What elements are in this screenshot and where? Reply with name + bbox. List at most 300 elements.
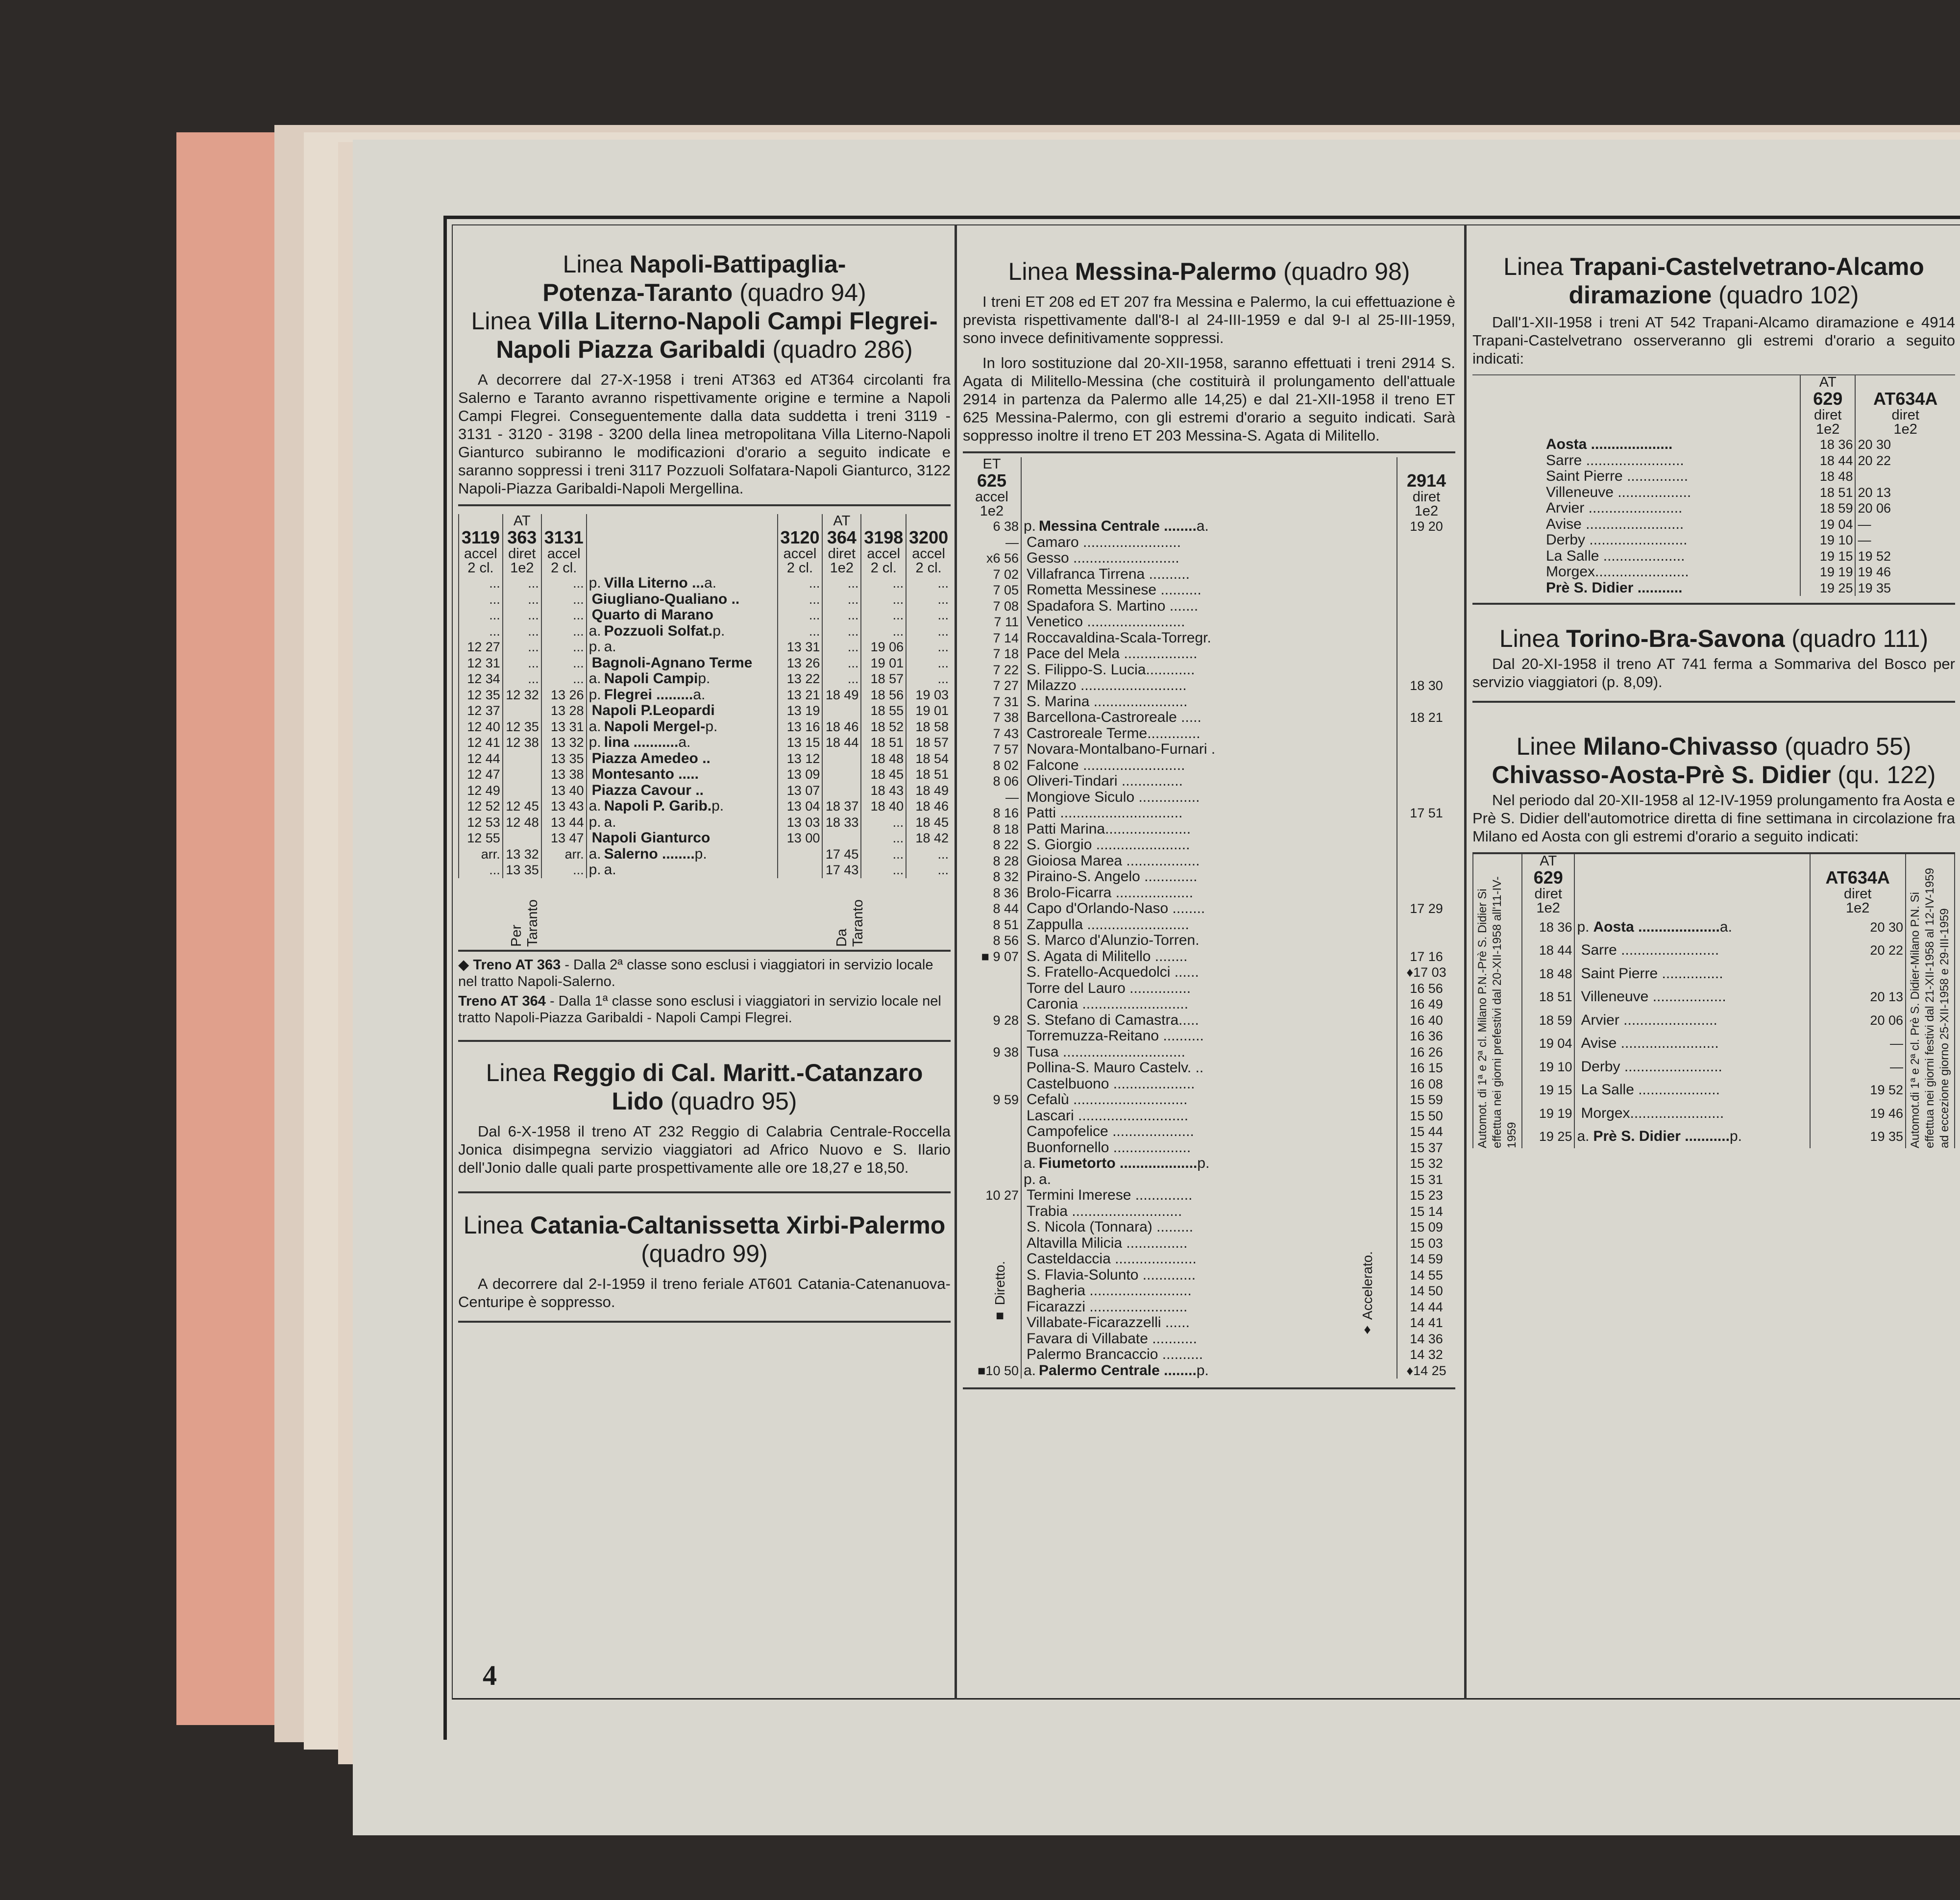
station-name — [587, 814, 778, 831]
time-cell: ... — [861, 623, 906, 640]
station-label: Buonfornello ................... — [1027, 1139, 1191, 1156]
train-header — [1522, 854, 1574, 915]
station-name — [1021, 837, 1397, 853]
station-label: S. Marina ....................... — [1027, 693, 1188, 710]
section-title — [963, 257, 1455, 286]
time-cell — [1397, 694, 1455, 710]
time-cell — [963, 1204, 1021, 1220]
time-cell — [963, 1172, 1021, 1188]
station-name — [1021, 518, 1397, 535]
train-header — [459, 514, 503, 575]
time-cell: 18 45 — [906, 814, 951, 831]
time-cell: 13 38 — [541, 766, 587, 783]
time-cell: 13 35 — [541, 751, 587, 767]
table-row — [1472, 437, 1955, 453]
direction-label: Per Taranto — [509, 899, 540, 947]
arr-dep-marker: p. — [694, 845, 707, 862]
time-cell: 8 06 — [993, 774, 1019, 789]
table-row — [963, 885, 1455, 901]
arr-dep-marker: p. — [1196, 1362, 1209, 1379]
table-row — [963, 1315, 1455, 1331]
time-cell: 17 43 — [822, 862, 861, 878]
station-name — [1021, 1172, 1397, 1188]
direction-label: Da Taranto — [834, 899, 866, 947]
time-cell — [1397, 662, 1455, 678]
table-row — [1522, 986, 1905, 1009]
table-row — [1472, 453, 1955, 469]
station-name — [1021, 694, 1397, 710]
time-cell: 12 27 — [459, 639, 503, 655]
station-label: Spadafora S. Martino ....... — [1027, 597, 1199, 614]
table-row — [963, 981, 1455, 997]
footnote-text: - Dalla 2ª classe sono esclusi i viaggiatori in servizio locale nel tratto Napoli-Salerno. — [458, 957, 933, 989]
station-name — [1472, 564, 1800, 580]
time-cell: 13 03 — [778, 814, 823, 831]
station-name — [1574, 939, 1810, 962]
table-row — [963, 1331, 1455, 1347]
time-cell: 18 30 — [1397, 678, 1455, 694]
time-cell: 7 02 — [993, 567, 1019, 582]
time-cell — [963, 1108, 1021, 1124]
time-cell: ■ 9 07 — [981, 949, 1019, 964]
title-suffix: (quadro 94) — [733, 279, 866, 306]
time-cell: 20 22 — [1810, 939, 1906, 962]
station-name — [1021, 805, 1397, 821]
table-row — [459, 703, 951, 719]
station-name — [1021, 773, 1397, 790]
table-row — [963, 726, 1455, 742]
station-name — [1021, 535, 1397, 551]
time-cell: ... — [541, 862, 587, 878]
train-type: diret — [1534, 886, 1562, 902]
title-suffix: (quadro 286) — [765, 336, 913, 363]
section-title — [458, 307, 951, 364]
section-title — [1472, 732, 1955, 789]
time-cell: 18 49 — [822, 687, 861, 703]
footnote-train: Treno AT 364 — [458, 993, 546, 1009]
time-cell: ... — [822, 655, 861, 671]
station-name — [1021, 582, 1397, 598]
station-label: Morgex....................... — [1546, 564, 1689, 580]
time-cell: 13 12 — [778, 751, 823, 767]
time-cell: 7 43 — [993, 726, 1019, 741]
arr-dep-marker: a. — [588, 845, 601, 862]
time-cell: arr. — [541, 846, 587, 863]
table-row — [963, 758, 1455, 774]
time-cell: 19 03 — [906, 687, 951, 703]
time-cell — [963, 1060, 1021, 1076]
station-name — [1472, 532, 1800, 548]
station-name — [1021, 678, 1397, 694]
time-cell: ... — [541, 607, 587, 623]
time-cell: 14 55 — [1397, 1267, 1455, 1283]
time-cell: ... — [906, 623, 951, 640]
page-number: 4 — [483, 1659, 497, 1691]
time-cell: ... — [861, 592, 906, 608]
station-name — [1021, 1156, 1397, 1172]
time-cell: 18 49 — [906, 783, 951, 799]
time-cell: 19 25 — [1522, 1125, 1574, 1149]
time-cell: 18 54 — [906, 751, 951, 767]
time-cell: 14 32 — [1397, 1347, 1455, 1363]
time-cell: 14 41 — [1397, 1315, 1455, 1331]
station-label: Favara di Villabate ........... — [1027, 1330, 1197, 1347]
time-cell: ... — [906, 607, 951, 623]
section-title — [1472, 624, 1955, 653]
title-line: Messina-Palermo — [1075, 258, 1277, 285]
station-name — [1472, 485, 1800, 501]
table-row — [459, 592, 951, 608]
time-cell: ... — [503, 592, 541, 608]
table-row — [1522, 939, 1905, 962]
station-name — [1021, 933, 1397, 949]
train-class: 2 cl. — [786, 560, 813, 576]
table-row — [459, 607, 951, 623]
notice-paragraph: A decorrere dal 27-X-1958 i treni AT363 ed AT364 circolanti fra Salerno e Taranto avranno rispettivamente origine e termine a Napoli Campi Flegrei. Conseguentemente dalla data suddetta i treni 3119 - 3131 - 3120 - 3198 - 3200 della linea metropolitana Villa Literno-Napoli Gianturco subiranno le modificazioni d'orario a seguito indicate e saranno soppressi i treni 3117 Pozzuoli Solfatara-Napoli Gianturco, 3122 Napoli-Piazza Garibaldi-Napoli Mergellina. — [458, 371, 951, 497]
time-cell: 13 44 — [541, 814, 587, 831]
time-cell: ... — [906, 671, 951, 687]
time-cell — [503, 783, 541, 799]
time-cell — [822, 766, 861, 783]
time-cell: ... — [822, 575, 861, 592]
table-row — [963, 1012, 1455, 1029]
table-row — [963, 535, 1455, 551]
table-row — [963, 567, 1455, 583]
time-cell: 18 56 — [861, 687, 906, 703]
time-cell: 7 57 — [993, 742, 1019, 757]
time-cell: 13 31 — [778, 639, 823, 655]
time-cell: 13 26 — [778, 655, 823, 671]
table-row — [963, 1219, 1455, 1235]
time-cell: 18 59 — [1800, 500, 1855, 517]
station-label: S. Marco d'Alunzio-Torren. — [1027, 932, 1200, 948]
time-cell: 19 46 — [1810, 1102, 1906, 1125]
station-header — [1472, 375, 1800, 437]
time-cell: 9 38 — [993, 1044, 1019, 1060]
train-number: 3120 — [780, 527, 820, 547]
table-row — [963, 964, 1455, 981]
train-type: diret — [1814, 407, 1842, 423]
station-label: Pozzuoli Solfat. — [604, 622, 713, 639]
time-cell — [963, 981, 1021, 997]
time-cell: 12 44 — [459, 751, 503, 767]
train-class: 1e2 — [980, 503, 1004, 519]
station-name — [587, 798, 778, 814]
time-cell: 20 06 — [1810, 1009, 1906, 1032]
time-cell: 13 16 — [778, 719, 823, 735]
train-number: 364 — [827, 527, 857, 547]
section-title — [1472, 252, 1955, 309]
service-note: Automot.di 1ª e 2ª cl. Prè S. Didier-Milano P.N. Si effettua nei giorni festivi dal 21-XII-1958 al 12-IV-1959 ad eccezione giorno 25-XII-1958 e 29-III-1959 — [1905, 854, 1955, 1148]
station-label: Altavilla Milicia ............... — [1027, 1234, 1188, 1251]
time-cell: 12 53 — [459, 814, 503, 831]
time-cell: 7 18 — [993, 646, 1019, 661]
time-cell: 12 31 — [459, 655, 503, 671]
station-label: Saint Pierre ............... — [1546, 468, 1689, 484]
table-row — [1472, 564, 1955, 580]
time-cell: 12 40 — [459, 719, 503, 735]
time-cell: 7 38 — [993, 710, 1019, 725]
arr-dep-marker: p. — [588, 862, 601, 878]
column-3 — [1472, 228, 1955, 1148]
time-cell: 13 00 — [778, 830, 823, 846]
train-type: accel — [975, 489, 1008, 505]
train-number: AT634A — [1825, 867, 1890, 888]
time-cell: ... — [822, 639, 861, 655]
time-cell: ... — [459, 607, 503, 623]
time-cell — [963, 1076, 1021, 1092]
time-cell: ... — [503, 623, 541, 640]
station-label: S. Flavia-Solunto ............. — [1027, 1266, 1196, 1283]
table-row — [459, 719, 951, 735]
station-name — [1021, 790, 1397, 806]
table-row — [459, 735, 951, 751]
time-cell: 16 08 — [1397, 1076, 1455, 1092]
time-cell: 7 11 — [994, 615, 1019, 629]
arr-dep-marker: p. — [711, 798, 724, 814]
table-row — [1522, 962, 1905, 986]
title-suffix: (qu. 122) — [1831, 761, 1936, 789]
time-cell: 12 35 — [503, 719, 541, 735]
table-row — [1522, 1079, 1905, 1102]
time-cell: ... — [906, 575, 951, 592]
table-row — [963, 582, 1455, 598]
time-cell: 20 30 — [1810, 915, 1906, 939]
time-cell: 8 16 — [993, 806, 1019, 820]
station-label: Napoli Mergel- — [604, 718, 706, 735]
time-cell: ... — [906, 592, 951, 608]
time-cell: 13 32 — [541, 735, 587, 751]
station-name — [1574, 1009, 1810, 1032]
time-cell: 20 22 — [1855, 453, 1955, 469]
time-cell: 19 19 — [1800, 564, 1855, 580]
title-line: Napoli-Battipaglia- — [629, 250, 846, 278]
table-row — [1522, 1009, 1905, 1032]
station-label: Caronia .......................... — [1027, 996, 1189, 1012]
station-label: Mongiove Siculo ............... — [1027, 789, 1200, 805]
station-label: Villa Literno ... — [604, 575, 705, 591]
divider — [458, 504, 951, 506]
time-cell: 16 36 — [1397, 1028, 1455, 1044]
train-header — [541, 514, 587, 575]
header-row — [963, 457, 1455, 518]
time-cell: 18 57 — [861, 671, 906, 687]
train-number: 629 — [1533, 867, 1563, 888]
train-type: diret — [1844, 886, 1872, 902]
time-cell: 19 20 — [1397, 518, 1455, 535]
arr-dep-marker: p. — [1197, 1155, 1210, 1171]
time-cell: ♦14 25 — [1397, 1363, 1455, 1379]
time-cell: 7 22 — [993, 662, 1019, 677]
station-label: Morgex....................... — [1581, 1105, 1724, 1121]
station-name — [587, 751, 778, 767]
train-header — [963, 457, 1021, 518]
table-row — [459, 766, 951, 783]
table-row — [459, 798, 951, 814]
time-cell: 19 01 — [861, 655, 906, 671]
arr-dep-marker: a. — [588, 718, 601, 735]
arr-dep-marker: a. — [1196, 518, 1209, 534]
station-label: Oliveri-Tindari ............... — [1027, 773, 1183, 789]
title-prefix: Linea — [1499, 625, 1567, 652]
time-cell — [1397, 630, 1455, 646]
notice-paragraph: Dal 20-XI-1958 il treno AT 741 ferma a Sommariva del Bosco per servizio viaggiatori (p. 8,09). — [1472, 655, 1955, 691]
station-label: Fiumetorto ................... — [1039, 1155, 1198, 1171]
station-label: Avise ........................ — [1581, 1035, 1719, 1051]
station-label: S. Filippo-S. Lucia............ — [1027, 661, 1195, 678]
table-row — [963, 1299, 1455, 1315]
column-1 — [458, 228, 951, 1323]
footnote — [458, 993, 951, 1026]
time-cell: 8 28 — [993, 853, 1019, 868]
arr-dep-marker: p. — [1577, 918, 1590, 935]
arr-dep-marker: p. — [1024, 1171, 1036, 1187]
time-cell — [1855, 469, 1955, 485]
station-label: Piazza Cavour .. — [591, 782, 704, 798]
station-label: Torre del Lauro ............... — [1027, 980, 1191, 996]
time-cell: 19 15 — [1522, 1079, 1574, 1102]
arr-dep-marker: a. — [678, 734, 691, 750]
table-row — [963, 821, 1455, 838]
station-name — [1472, 437, 1800, 453]
train-class: 1e2 — [1893, 421, 1917, 437]
train-header — [906, 514, 951, 575]
time-cell: ... — [459, 592, 503, 608]
legend-accelerato: ♦ Accelerato. — [1360, 1251, 1375, 1338]
table-row — [963, 614, 1455, 630]
time-cell: 8 51 — [993, 917, 1019, 932]
diamond-icon: ◆ — [458, 957, 469, 973]
station-label: Arvier ....................... — [1546, 500, 1683, 516]
time-cell: 19 46 — [1855, 564, 1955, 580]
station-name — [587, 735, 778, 751]
station-label: Venetico ........................ — [1027, 614, 1185, 630]
station-header — [1021, 457, 1397, 518]
time-cell: 20 30 — [1855, 437, 1955, 453]
station-name — [1021, 1060, 1397, 1076]
table-row — [963, 901, 1455, 917]
time-cell: 7 05 — [993, 583, 1019, 597]
station-label: Montesanto ..... — [591, 766, 699, 782]
title-prefix: Linee — [1516, 733, 1583, 760]
station-name — [1021, 1028, 1397, 1044]
arr-dep-marker: a. — [588, 622, 601, 639]
train-type: diret — [1412, 489, 1441, 505]
service-note: Automot. di 1ª e 2ª cl. Milano P.N.-Prè S. Didier Si effettua nei giorni prefestivi dal 20-XII-1958 all'11-IV-1959 — [1472, 854, 1521, 1148]
time-cell — [503, 751, 541, 767]
station-name — [587, 719, 778, 735]
station-name — [1472, 500, 1800, 517]
arr-dep-marker: a. — [604, 639, 616, 655]
train-class: 1e2 — [1816, 421, 1840, 437]
header-row — [1472, 375, 1955, 437]
time-cell — [1397, 726, 1455, 742]
station-label: Aosta .................... — [1593, 918, 1720, 935]
station-name — [1574, 1055, 1810, 1079]
arr-dep-marker: a. — [1039, 1171, 1052, 1187]
time-cell: 15 37 — [1397, 1140, 1455, 1156]
table-row — [1522, 1055, 1905, 1079]
time-cell — [822, 783, 861, 799]
station-name — [1021, 901, 1397, 917]
time-cell — [1810, 962, 1906, 986]
table-row — [963, 949, 1455, 965]
time-cell: 15 31 — [1397, 1172, 1455, 1188]
time-cell: 14 36 — [1397, 1331, 1455, 1347]
arr-dep-marker: a. — [604, 862, 616, 878]
time-cell: 15 44 — [1397, 1124, 1455, 1140]
direction-labels — [458, 878, 951, 947]
time-cell — [963, 1140, 1021, 1156]
station-name — [1574, 1102, 1810, 1125]
train-class: 2 cl. — [915, 560, 942, 576]
station-name — [1021, 1092, 1397, 1108]
time-cell: ... — [459, 862, 503, 878]
table-row — [963, 1092, 1455, 1108]
time-cell: 19 35 — [1855, 580, 1955, 596]
station-label: Gesso .......................... — [1027, 550, 1179, 566]
station-name — [1021, 598, 1397, 615]
station-name — [1472, 517, 1800, 533]
time-cell — [963, 1124, 1021, 1140]
time-cell: 18 33 — [822, 814, 861, 831]
time-cell: 12 35 — [459, 687, 503, 703]
table-row — [963, 1108, 1455, 1124]
divider — [1472, 603, 1955, 605]
station-name — [1472, 580, 1800, 596]
time-cell: — — [1810, 1055, 1906, 1079]
station-name — [1021, 726, 1397, 742]
table-row — [459, 623, 951, 640]
time-cell: — — [1855, 532, 1955, 548]
time-cell: 20 13 — [1810, 986, 1906, 1009]
train-header — [1855, 375, 1955, 437]
time-cell: ... — [822, 671, 861, 687]
time-cell: 12 34 — [459, 671, 503, 687]
time-cell: ... — [822, 592, 861, 608]
station-label: Flegrei ......... — [604, 686, 693, 703]
arr-dep-marker: p. — [588, 575, 601, 591]
time-cell: 18 44 — [1800, 453, 1855, 469]
station-name — [1574, 1079, 1810, 1102]
table-row — [963, 1124, 1455, 1140]
title-line: Trapani-Castelvetrano-Alcamo diramazione — [1568, 253, 1924, 309]
station-label: Sarre ........................ — [1581, 942, 1719, 958]
table-row — [459, 687, 951, 703]
station-label: Aosta .................... — [1546, 436, 1673, 452]
table-row — [963, 790, 1455, 806]
section-title — [458, 1211, 951, 1268]
station-name — [1021, 981, 1397, 997]
time-cell: 18 55 — [861, 703, 906, 719]
time-cell: ... — [778, 592, 823, 608]
title-line: Milano-Chivasso — [1583, 733, 1778, 760]
station-name — [587, 671, 778, 687]
time-cell — [1397, 582, 1455, 598]
station-name — [1021, 1347, 1397, 1363]
title-suffix: (quadro 55) — [1778, 733, 1911, 760]
time-cell: ... — [822, 607, 861, 623]
train-header — [822, 514, 861, 575]
train-number: 625 — [977, 470, 1007, 491]
notice-paragraph: In loro sostituzione dal 20-XII-1958, saranno effettuati i treni 2914 S. Agata di Militello-Messina (che costituirà il prolungamento dell'attuale 2914 in partenza da Palermo alle 14,25) e dal 21-XII-1958 il treno ET 625 Messina-Palermo, con gli estremi d'orario a seguito indicati. Sarà soppresso inoltre il treno ET 203 Messina-S. Agata di Militello. — [963, 354, 1455, 444]
station-label: Napoli P.Leopardi — [591, 702, 715, 718]
station-name — [1021, 710, 1397, 726]
time-cell — [822, 830, 861, 846]
table-row — [963, 933, 1455, 949]
time-cell — [1397, 646, 1455, 662]
train-type: diret — [828, 546, 856, 562]
